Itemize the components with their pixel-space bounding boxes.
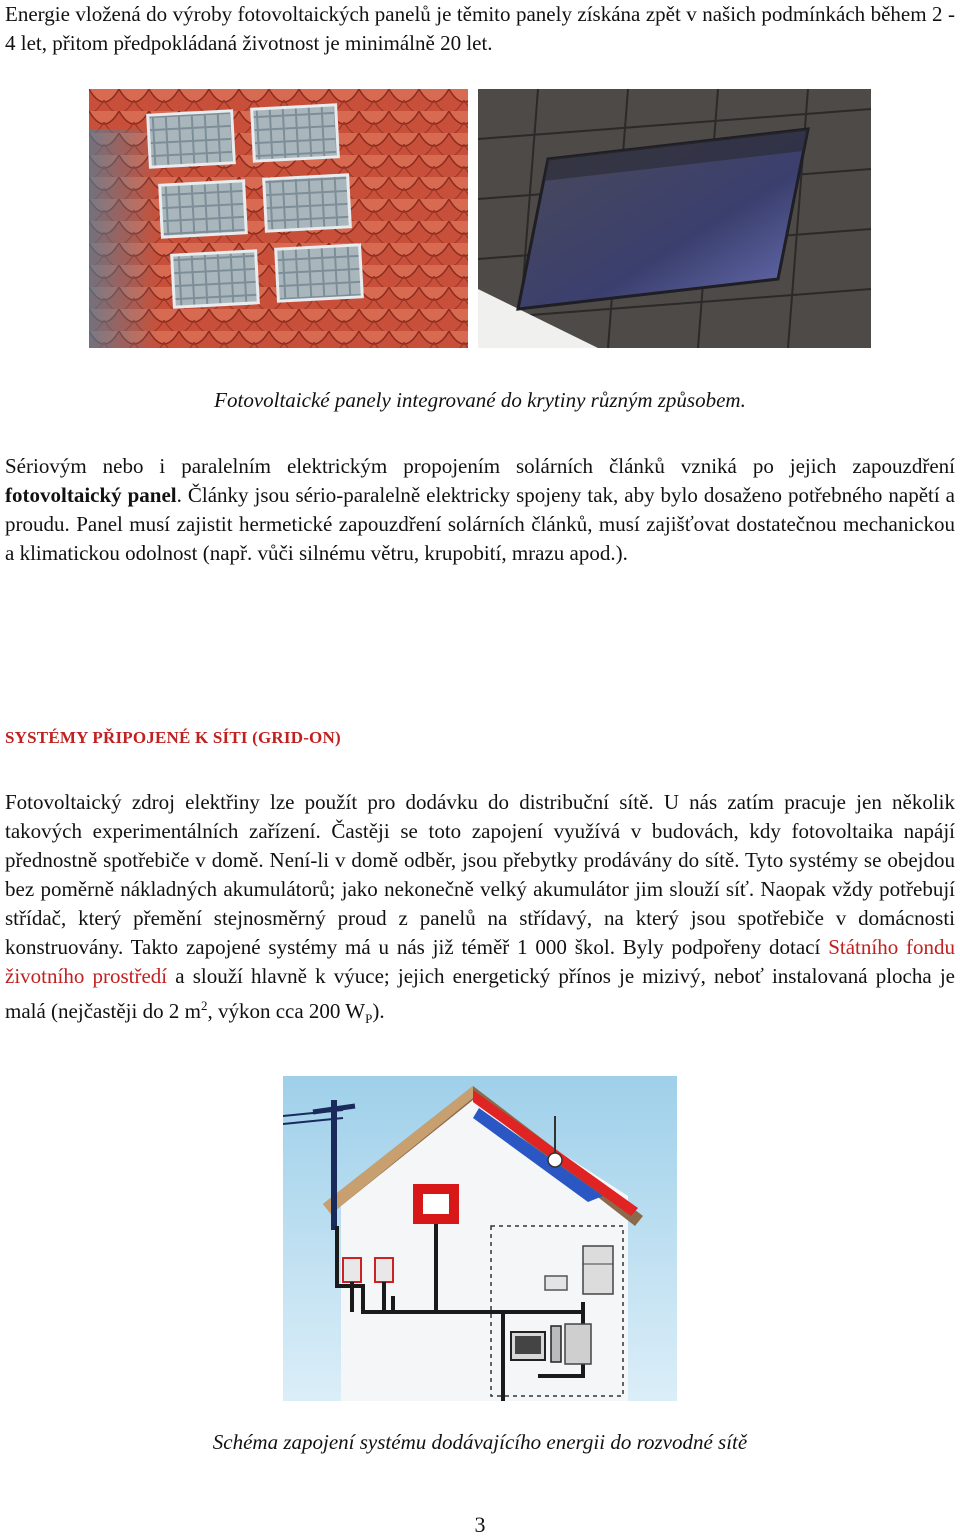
page-number: 3: [474, 1512, 486, 1537]
grid-on-paragraph: [5, 788, 955, 1033]
grid-text-part4: ).: [372, 999, 385, 1023]
panel-text-part2: . Články jsou sério-paralelně elektricky spojeny tak, aby bylo dosaženo potřebného napětí a proudu. Panel musí zajistit hermetické zapouzdření solárních článků, musí zajišťovat dostatečnou mechanickou a klimatickou odolnost (např. vůči silnému větru, krupobití, mrazu apod.).: [5, 483, 955, 565]
peak-subscript: P: [365, 1011, 373, 1027]
grid-on-heading: SYSTÉMY PŘIPOJENÉ K SÍTI (GRID-ON): [5, 728, 341, 747]
grid-text-part2: a slouží hlavně k výuce; jejich energetický přínos je mizivý, neboť instalovaná plocha je malá (nejčastěji do 2 m: [5, 964, 955, 1023]
intro-paragraph: Energie vložená do výroby fotovoltaických panelů je těmito panely získána zpět v našich podmínkách během 2 - 4 let, přitom předpokládaná životnost je minimálně 20 let.: [5, 2, 955, 55]
solar-roof-tiles-photo: [89, 89, 468, 348]
diagram-caption: Schéma zapojení systému dodávajícího energii do rozvodné sítě: [212, 1430, 748, 1454]
panel-text-part1: Sériovým nebo i paralelním elektrickým propojením solárních článků vzniká po jejich zapouzdření: [5, 454, 955, 478]
panel-term-bold: fotovoltaický panel: [5, 483, 177, 507]
sfzp-link[interactable]: Státního fondu životního prostředí: [5, 935, 955, 988]
photos-caption: Fotovoltaické panely integrované do krytiny různým způsobem.: [214, 388, 746, 412]
panel-paragraph: [5, 452, 955, 568]
slate-roof-panel-photo: [478, 89, 871, 348]
grid-text-part1: Fotovoltaický zdroj elektřiny lze použít pro dodávku do distribuční sítě. U nás zatím pracuje jen několik takových experimentálních zařízení. Častěji se toto zapojení využívá v budovách, kdy fotovoltaika napájí přednostně spotřebiče v domě. Není-li v domě odběr, jsou přebytky prodávány do sítě. Tyto systémy se obejdou bez poměrně nákladných akumulátorů; jako nekonečně velký akumulátor jim slouží síť. Naopak vždy potřebují střídač, který přemění stejnosměrný proud z panelů na střídavý, na který jsou spotřebiče v domácnosti konstruovány. Takto zapojené systémy má u nás již téměř 1 000 škol. Byly podpořeny dotací: [5, 790, 955, 959]
grid-text-part3: , výkon cca 200 W: [207, 999, 366, 1023]
grid-connection-diagram: [283, 1076, 677, 1401]
square-superscript: 2: [200, 998, 208, 1013]
